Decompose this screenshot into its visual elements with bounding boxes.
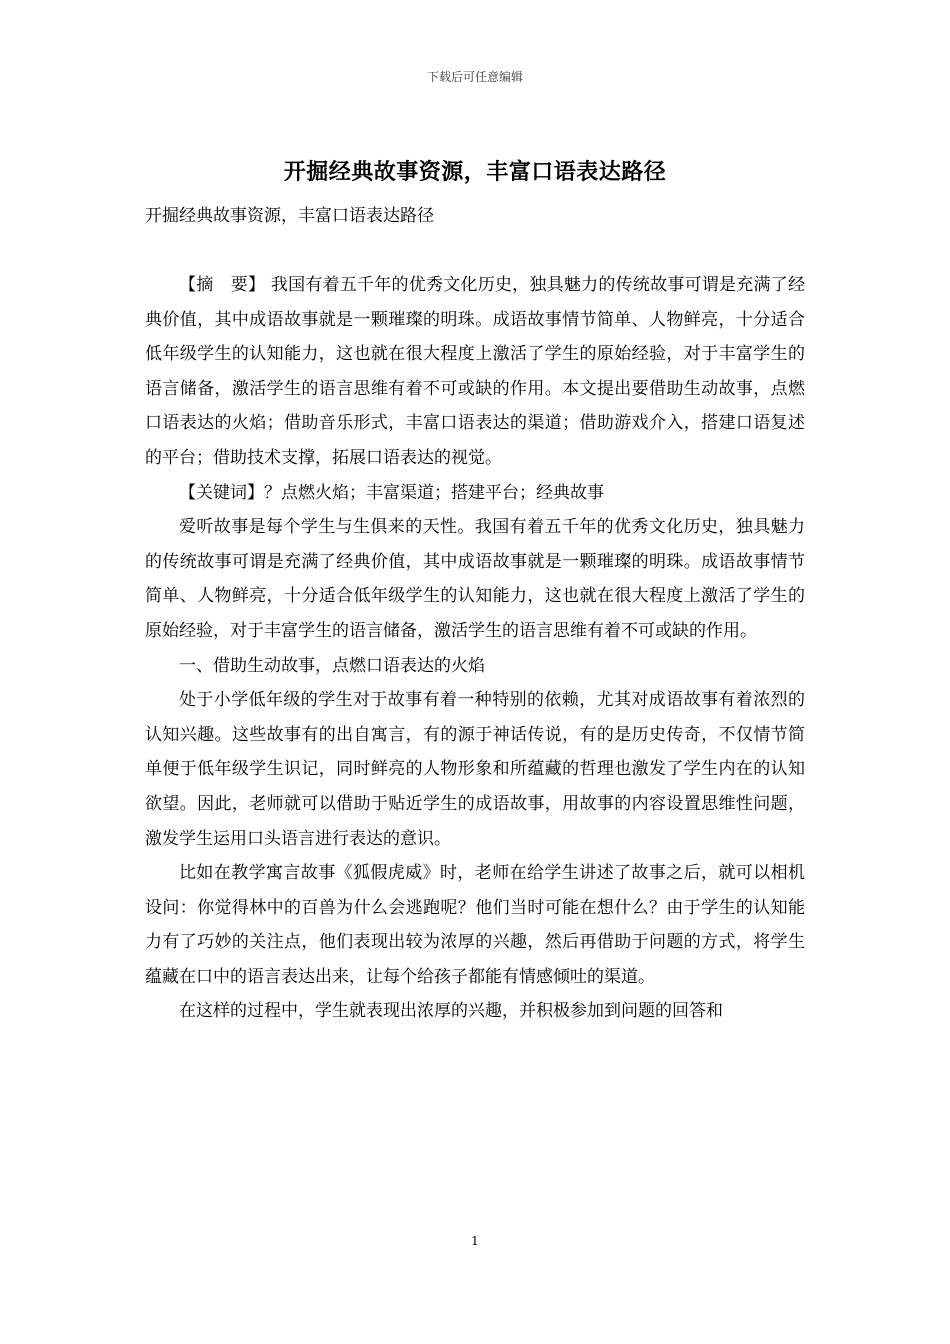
body-paragraph: 比如在教学寓言故事《狐假虎威》时，老师在给学生讲述了故事之后，就可以相机设问：你觉得林中的百兽为什么会逃跑呢？他们当时可能在想什么？由于学生的认知能力有了巧妙的关注点，他们表现出较为浓厚的兴趣，然后再借助于问题的方式，将学生蕴藏在口中的语言表达出来，让每个给孩子都能有情感倾吐的渠道。 xyxy=(145,863,805,987)
body-paragraph: 爱听故事是每个学生与生俱来的天性。我国有着五千年的优秀文化历史，独具魅力的传统故事可谓是充满了经典价值，其中成语故事就是一颗璀璨的明珠。成语故事情节简单、人物鲜亮，十分适合低年级学生的认知能力，这也就在很大程度上激活了学生的原始经验，对于丰富学生的语言储备，激活学生的语言思维有着不可或缺的作用。 xyxy=(145,517,805,641)
header-note: 下载后可任意编辑 xyxy=(426,70,523,84)
document-title: 开掘经典故事资源，丰富口语表达路径 xyxy=(283,159,667,185)
document-subtitle: 开掘经典故事资源，丰富口语表达路径 xyxy=(145,206,434,226)
keywords-paragraph: 【关键词】？点燃火焰；丰富渠道；搭建平台；经典故事 xyxy=(179,482,604,503)
abstract-paragraph: 【摘 要】 我国有着五千年的优秀文化历史，独具魅力的传统故事可谓是充满了经典价值，其中成语故事就是一颗璀璨的明珠。成语故事情节简单、人物鲜亮，十分适合低年级学生的认知能力，这也就在很大程度上激活了学生的原始经验，对于丰富学生的语言储备，激活学生的语言思维有着不可或缺的作用。本文提出要借助生动故事，点燃口语表达的火焰；借助音乐形式，丰富口语表达的渠道；借助游戏介入，搭建口语复述的平台；借助技术支撑，拓展口语表达的视觉。 xyxy=(145,275,805,468)
page-number: 1 xyxy=(471,1234,479,1248)
document-body xyxy=(145,268,805,1029)
body-paragraph: 在这样的过程中，学生就表现出浓厚的兴趣，并积极参加到问题的回答和 xyxy=(179,1001,723,1022)
section-heading: 一、借助生动故事，点燃口语表达的火焰 xyxy=(179,655,485,676)
body-paragraph: 处于小学低年级的学生对于故事有着一种特别的依赖，尤其对成语故事有着浓烈的认知兴趣。这些故事有的出自寓言，有的源于神话传说，有的是历史传奇，不仅情节简单便于低年级学生识记，同时鲜亮的人物形象和所蕴藏的哲理也激发了学生内在的认知欲望。因此，老师就可以借助于贴近学生的成语故事，用故事的内容设置思维性问题，激发学生运用口头语言进行表达的意识。 xyxy=(145,690,805,849)
